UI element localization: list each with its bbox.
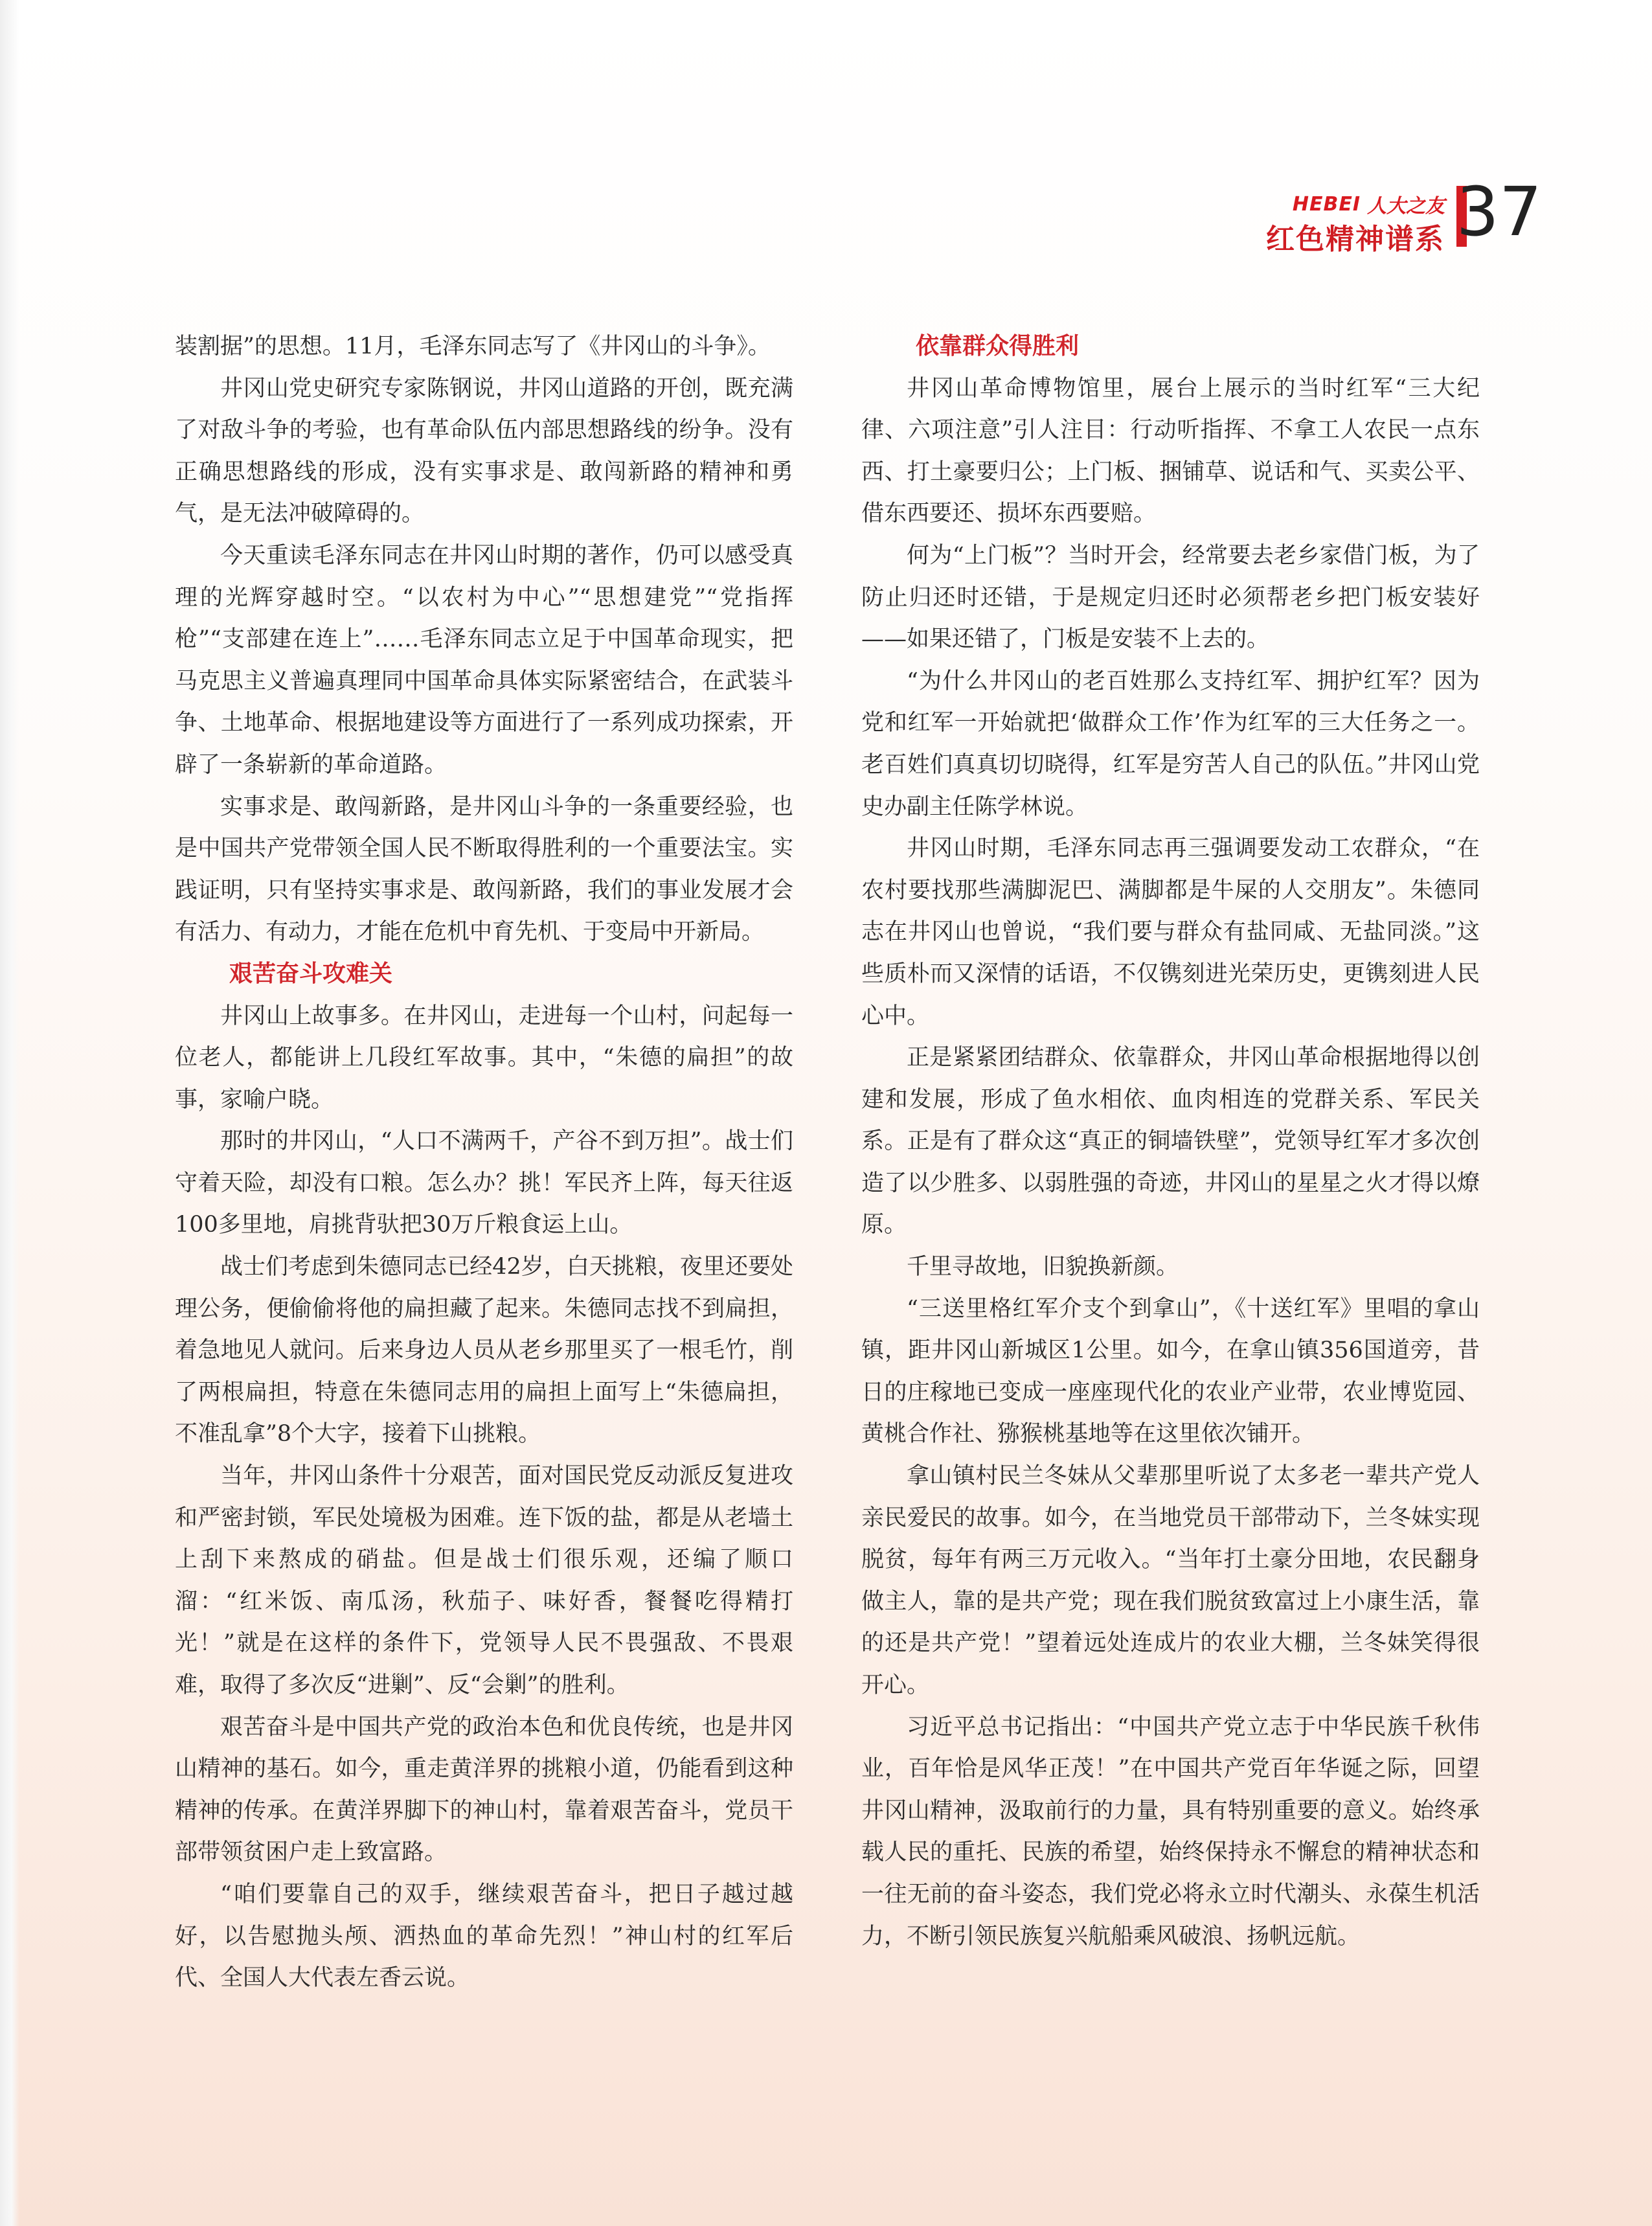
paragraph: 拿山镇村民兰冬妹从父辈那里听说了太多老一辈共产党人亲民爱民的故事。如今，在当地党员干部带动下，兰冬妹实现脱贫，每年有两三万元收入。“当年打土豪分田地，农民翻身做主人，靠的是共产党；现在我们脱贫致富过上小康生活，靠的还是共产党！”望着远处连成片的农业大棚，兰冬妹笑得很开心。 [861, 1463, 1480, 1698]
paragraph: 今天重读毛泽东同志在井冈山时期的著作，仍可以感受真理的光辉穿越时空。“以农村为中心”“思想建党”“党指挥枪”“支部建在连上”……毛泽东同志立足于中国革命现实，把马克思主义普遍真理同中国革命具体实际紧密结合，在武装斗争、土地革命、根据地建设等方面进行了一系列成功探索，开辟了一条崭新的革命道路。 [175, 542, 793, 778]
brand-name: 人大之友 [1367, 195, 1445, 218]
brand-hebei: HEBEI [1292, 192, 1361, 216]
paragraph: 正是紧紧团结群众、依靠群众，井冈山革命根据地得以创建和发展，形成了鱼水相依、血肉相连的党群关系、军民关系。正是有了群众这“真正的铜墙铁壁”，党领导红军才多次创造了以少胜多、以弱胜强的奇迹，井冈山的星星之火才得以燎原。 [861, 1045, 1480, 1238]
right-column [861, 326, 1480, 1957]
page-header [1089, 172, 1542, 256]
paragraph: “为什么井冈山的老百姓那么支持红军、拥护红军？因为党和红军一开始就把‘做群众工作’作为红军的三大任务之一。老百姓们真真切切晓得，红军是穷苦人自己的队伍。”井冈山党史办副主任陈学林说。 [861, 668, 1480, 820]
page-number: 37 [1456, 172, 1542, 251]
paragraph: 千里寻故地，旧貌换新颜。 [907, 1254, 1179, 1280]
paragraph: “咱们要靠自己的双手，继续艰苦奋斗，把日子越过越好，以告慰抛头颅、洒热血的革命先烈！”神山村的红军后代、全国人大代表左香云说。 [175, 1881, 793, 1992]
section-heading: 艰苦奋斗攻难关 [229, 960, 393, 987]
paragraph: 何为“上门板”？当时开会，经常要去老乡家借门板，为了防止归还时还错，于是规定归还时必须帮老乡把门板安装好——如果还错了，门板是安装不上去的。 [861, 542, 1480, 653]
paragraph: 战士们考虑到朱德同志已经42岁，白天挑粮，夜里还要处理公务，便偷偷将他的扁担藏了起来。朱德同志找不到扁担，着急地见人就问。后来身边人员从老乡那里买了一根毛竹，削了两根扁担，特意在朱德同志用的扁担上面写上“朱德扁担，不准乱拿”8个大字，接着下山挑粮。 [175, 1254, 793, 1448]
paragraph: 习近平总书记指出：“中国共产党立志于中华民族千秋伟业，百年恰是风华正茂！”在中国共产党百年华诞之际，回望井冈山精神，汲取前行的力量，具有特别重要的意义。始终承载人民的重托、民族的希望，始终保持永不懈怠的精神状态和一往无前的奋斗姿态，我们党必将永立时代潮头、永葆生机活力，不断引领民族复兴航船乘风破浪、扬帆远航。 [861, 1714, 1480, 1949]
page-edge-shadow [0, 0, 19, 2226]
paragraph: “三送里格红军介支个到拿山”，《十送红军》里唱的拿山镇，距井冈山新城区1公里。如今，在拿山镇356国道旁，昔日的庄稼地已变成一座座现代化的农业产业带，农业博览园、黄桃合作社、猕猴桃基地等在这里依次铺开。 [861, 1295, 1480, 1448]
magazine-brand [1293, 190, 1445, 218]
paragraph: 井冈山党史研究专家陈钢说，井冈山道路的开创，既充满了对敌斗争的考验，也有革命队伍内部思想路线的纷争。没有正确思想路线的形成，没有实事求是、敢闯新路的精神和勇气，是无法冲破障碍的。 [175, 375, 793, 527]
paragraph: 井冈山革命博物馆里，展台上展示的当时红军“三大纪律、六项注意”引人注目：行动听指挥、不拿工人农民一点东西、打土豪要归公；上门板、捆铺草、说话和气、买卖公平、借东西要还、损坏东西要赔。 [861, 375, 1480, 527]
left-column [175, 326, 793, 1999]
section-title: 红色精神谱系 [1266, 223, 1445, 256]
paragraph: 当年，井冈山条件十分艰苦，面对国民党反动派反复进攻和严密封锁，军民处境极为困难。连下饭的盐，都是从老墙土上刮下来熬成的硝盐。但是战士们很乐观，还编了顺口溜：“红米饭、南瓜汤，秋茄子、味好香，餐餐吃得精打光！”就是在这样的条件下，党领导人民不畏强敌、不畏艰难，取得了多次反“进剿”、反“会剿”的胜利。 [175, 1463, 793, 1698]
paragraph: 那时的井冈山，“人口不满两千，产谷不到万担”。战士们守着天险，却没有口粮。怎么办？挑！军民齐上阵，每天往返100多里地，肩挑背驮把30万斤粮食运上山。 [175, 1128, 793, 1238]
paragraph: 实事求是、敢闯新路，是井冈山斗争的一条重要经验，也是中国共产党带领全国人民不断取得胜利的一个重要法宝。实践证明，只有坚持实事求是、敢闯新路，我们的事业发展才会有活力、有动力，才能在危机中育先机、于变局中开新局。 [175, 793, 793, 946]
paragraph: 艰苦奋斗是中国共产党的政治本色和优良传统，也是井冈山精神的基石。如今，重走黄洋界的挑粮小道，仍能看到这种精神的传承。在黄洋界脚下的神山村，靠着艰苦奋斗，党员干部带领贫困户走上致富路。 [175, 1714, 793, 1866]
paragraph: 井冈山上故事多。在井冈山，走进每一个山村，问起每一位老人，都能讲上几段红军故事。其中，“朱德的扁担”的故事，家喻户晓。 [175, 1003, 793, 1113]
paragraph: 井冈山时期，毛泽东同志再三强调要发动工农群众，“在农村要找那些满脚泥巴、满脚都是牛屎的人交朋友”。朱德同志在井冈山也曾说，“我们要与群众有盐同咸、无盐同淡。”这些质朴而又深情的话语，不仅镌刻进光荣历史，更镌刻进人民心中。 [861, 835, 1480, 1029]
paragraph: 装割据”的思想。11月，毛泽东同志写了《井冈山的斗争》。 [175, 334, 771, 359]
section-heading: 依靠群众得胜利 [916, 333, 1080, 359]
